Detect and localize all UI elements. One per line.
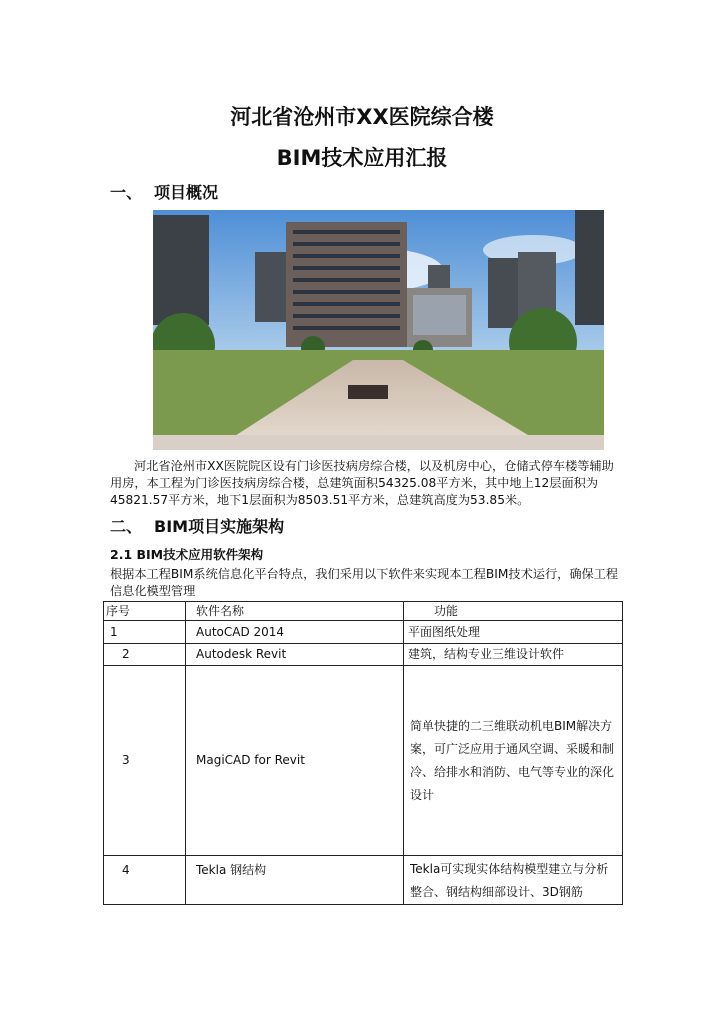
section-number: 一、 — [110, 183, 143, 202]
software-intro-paragraph: 根据本工程BIM系统信息化平台特点，我们采用以下软件来实现本工程BIM技术运行，确保工程信息化模型管理 — [110, 567, 619, 598]
software-function: 简单快捷的二三维联动机电BIM解决方案，可广泛应用于通风空调、采暖和制冷、给排水和消防、电气等专业的深化设计 — [404, 666, 623, 856]
project-overview-paragraph: 河北省沧州市XX医院院区设有门诊医技病房综合楼，以及机房中心，仓储式停车楼等辅助用房，本工程为门诊医技病房综合楼，总建筑面积54325.08平方米，其中地上12层面积为45821.57平方米，地下1层面积为8503.51平方米，总建筑高度为53.85米。 — [110, 459, 614, 507]
software-function: 平面图纸处理 — [404, 621, 623, 644]
building-rendering-image — [153, 210, 604, 450]
row-number: 2 — [104, 644, 186, 666]
subsection-heading-2-1: 2.1 BIM技术应用软件架构 — [110, 547, 264, 562]
header-cell-name: 软件名称 — [186, 602, 404, 621]
table-header-row — [104, 602, 623, 621]
software-name: MagiCAD for Revit — [186, 666, 404, 856]
header-cell-no: 序号 — [104, 602, 186, 621]
row-number: 1 — [104, 621, 186, 644]
software-name: Autodesk Revit — [186, 644, 404, 666]
section-number: 二、 — [110, 517, 143, 536]
header-cell-function: 功能 — [404, 602, 623, 621]
software-function: 建筑，结构专业三维设计软件 — [404, 644, 623, 666]
section-title: BIM项目实施架构 — [154, 517, 285, 536]
software-function: Tekla可实现实体结构模型建立与分析整合、钢结构细部设计、3D钢筋 — [404, 856, 623, 905]
table-row — [104, 666, 623, 856]
table-row — [104, 621, 623, 644]
document-title-line2: BIM技术应用汇报 — [276, 146, 448, 170]
table-row — [104, 644, 623, 666]
software-table — [103, 601, 623, 905]
table-row — [104, 856, 623, 905]
section-title: 项目概况 — [154, 183, 219, 202]
software-name: Tekla 钢结构 — [186, 856, 404, 905]
row-number: 4 — [104, 856, 186, 905]
section-heading-implementation — [110, 517, 284, 537]
section-heading-overview — [110, 183, 218, 203]
document-title-line1: 河北省沧州市XX医院综合楼 — [230, 105, 494, 129]
software-name: AutoCAD 2014 — [186, 621, 404, 644]
row-number: 3 — [104, 666, 186, 856]
